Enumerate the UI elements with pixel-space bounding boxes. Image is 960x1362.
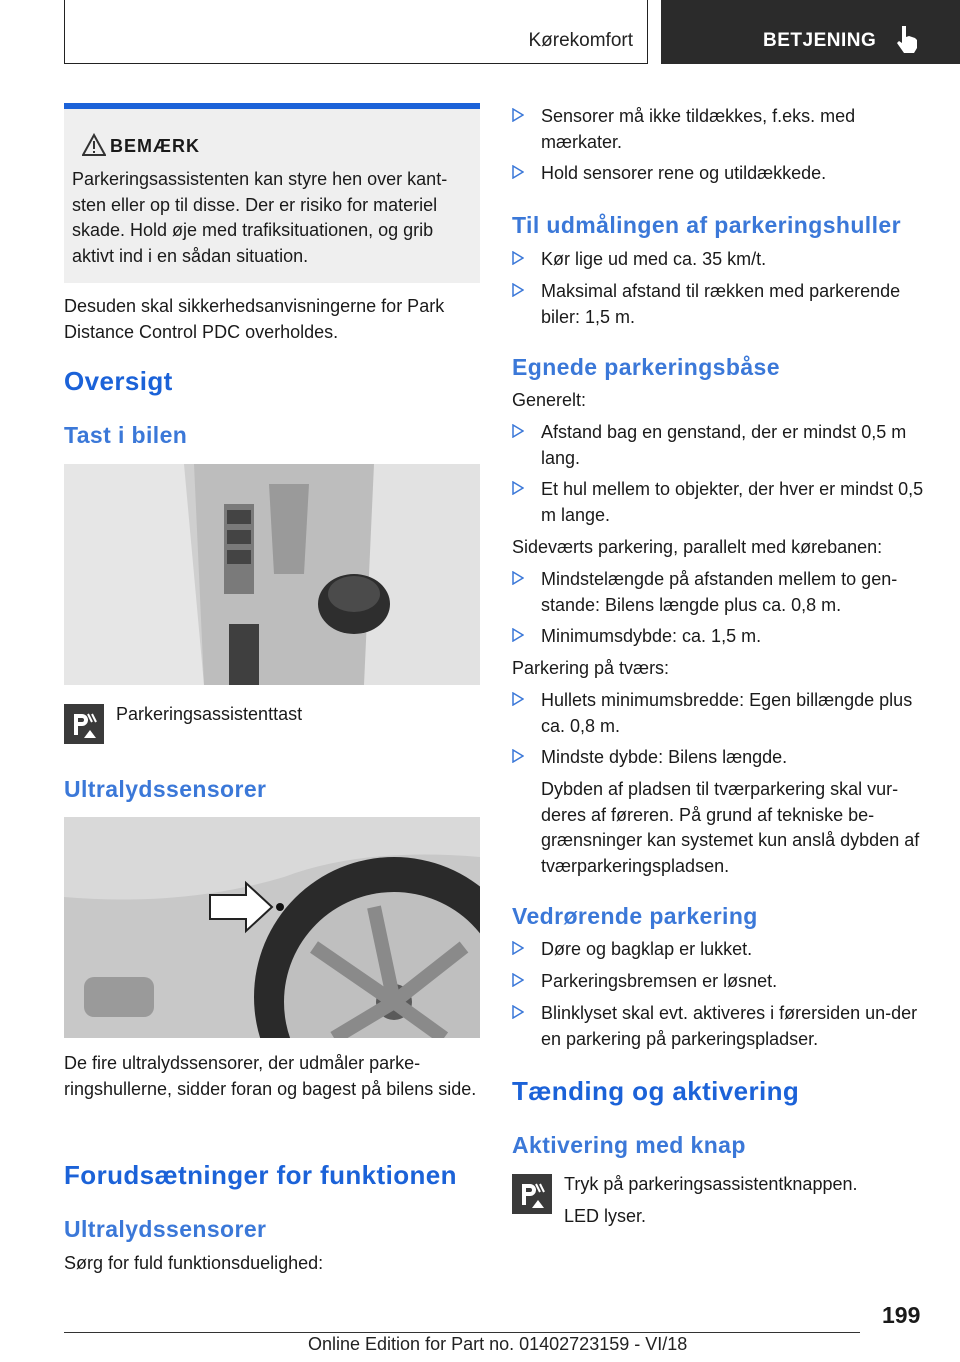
generelt-label: Generelt:	[512, 390, 587, 410]
header-section-box	[64, 0, 648, 64]
bullet-triangle-icon	[512, 973, 524, 987]
header-chapter-title: BETJENING	[763, 30, 877, 51]
heading-forudsaetninger: Forudsætninger for funktionen	[64, 1160, 457, 1190]
bullet-triangle-icon	[512, 749, 524, 763]
bullet-9	[512, 688, 932, 739]
bullet-triangle-icon	[512, 692, 524, 706]
bullet-triangle-icon	[512, 424, 524, 438]
bullet-text: Hullets minimumsbredde: Egen billængde plus ca. 0,8 m.	[541, 690, 913, 736]
footer-divider	[64, 1332, 860, 1333]
bullet-text: Blinklyset skal evt. aktiveres i førersiden un-der en parkering på parkeringspladser.	[541, 1003, 918, 1049]
footer-edition: Online Edition for Part no. 01402723159 - VI/18	[308, 1334, 688, 1354]
bullet-1	[512, 104, 932, 155]
tvaers-label: Parkering på tværs:	[512, 658, 670, 678]
ultra-paragraph: De fire ultralydssensorer, der udmåler parke-ringshullerne, sidder foran og bagest på bilens side.	[64, 1053, 477, 1099]
bullet-text: Mindste dybde: Bilens længde.	[541, 747, 788, 767]
bullet-5	[512, 420, 932, 471]
header-chapter-box	[661, 0, 960, 64]
heading-oversigt: Oversigt	[64, 366, 173, 396]
bullet-3	[512, 247, 932, 273]
hand-pointer-icon	[893, 24, 921, 54]
note-title: BEMÆRK	[110, 136, 200, 156]
warning-note	[64, 103, 480, 283]
heading-taending: Tænding og aktivering	[512, 1076, 800, 1106]
bullet-10	[512, 745, 932, 771]
heading-ultralydssensorer-2: Ultralydssensorer	[64, 1216, 267, 1242]
bullet-6	[512, 477, 932, 528]
intro-paragraph: Desuden skal sikkerhedsanvisningerne for Park Distance Control PDC overholdes.	[64, 296, 445, 342]
heading-vedroerende: Vedrørende parkering	[512, 903, 758, 929]
heading-ultralydssensorer: Ultralydssensorer	[64, 776, 267, 802]
bullet-text: Hold sensorer rene og utildækkede.	[541, 163, 827, 183]
bullet-triangle-icon	[512, 481, 524, 495]
bullet-text: Kør lige ud med ca. 35 km/t.	[541, 249, 767, 269]
heading-udmaaling: Til udmålingen af parkeringshuller	[512, 212, 901, 238]
sensor-photo	[64, 817, 480, 1038]
note-text: Parkeringsassistenten kan styre hen over kant-sten eller op til disse. Der er risiko for materiel skade. Hold øje med trafiksituationen, og grib aktivt ind i en sådan situation.	[72, 169, 448, 266]
bullet-13	[512, 1001, 932, 1052]
bullet-triangle-icon	[512, 251, 524, 265]
bullet-4	[512, 279, 932, 330]
bullet-text: Et hul mellem to objekter, der hver er mindst 0,5 m lange.	[541, 479, 924, 525]
bullet-triangle-icon	[512, 283, 524, 297]
bullet-11	[512, 937, 932, 963]
aktiv-text-2: LED lyser.	[564, 1206, 647, 1226]
bullet-text: Døre og bagklap er lukket.	[541, 939, 753, 959]
ultra2-paragraph: Sørg for fuld funktionsduelighed:	[64, 1253, 324, 1273]
parking-assistant-button-icon	[64, 704, 104, 744]
bullet-text: Maksimal afstand til rækken med parkerende biler: 1,5 m.	[541, 281, 901, 327]
bullet-2	[512, 161, 932, 187]
bullet-text: Mindstelængde på afstanden mellem to gen-stande: Bilens længde plus ca. 0,8 m.	[541, 569, 898, 615]
sidevaerts-label: Sideværts parkering, parallelt med kørebanen:	[512, 537, 883, 557]
heading-egnede: Egnede parkeringsbåse	[512, 354, 780, 380]
bullet-triangle-icon	[512, 941, 524, 955]
bullet-triangle-icon	[512, 628, 524, 642]
header-section-title: Kørekomfort	[528, 30, 633, 51]
bullet-text: Sensorer må ikke tildækkes, f.eks. med mærkater.	[541, 106, 856, 152]
bullet-text: Minimumsdybde: ca. 1,5 m.	[541, 626, 762, 646]
bullet-triangle-icon	[512, 108, 524, 122]
bullet-triangle-icon	[512, 571, 524, 585]
bullet-triangle-icon	[512, 165, 524, 179]
bullet-text: Parkeringsbremsen er løsnet.	[541, 971, 778, 991]
heading-tast-i-bilen: Tast i bilen	[64, 422, 188, 448]
icon-caption: Parkeringsassistenttast	[116, 704, 303, 724]
parking-assistant-button-icon-2	[512, 1174, 552, 1214]
bullet-10-extra: Dybden af pladsen til tværparkering skal vur-deres af føreren. På grund af tekniske be-grænsninger kan systemet kun anslå dybden af tværparkeringspladsen.	[541, 779, 920, 876]
bullet-8	[512, 624, 932, 650]
bullet-text: Afstand bag en genstand, der er mindst 0,5 m lang.	[541, 422, 907, 468]
aktiv-text-1: Tryk på parkeringsassistentknappen.	[564, 1174, 858, 1194]
bullet-triangle-icon	[512, 1005, 524, 1019]
warning-triangle-icon	[82, 133, 106, 157]
bullet-12	[512, 969, 932, 995]
page-number: 199	[882, 1302, 921, 1328]
heading-aktivering: Aktivering med knap	[512, 1132, 746, 1158]
bullet-7	[512, 567, 932, 618]
console-photo	[64, 464, 480, 685]
